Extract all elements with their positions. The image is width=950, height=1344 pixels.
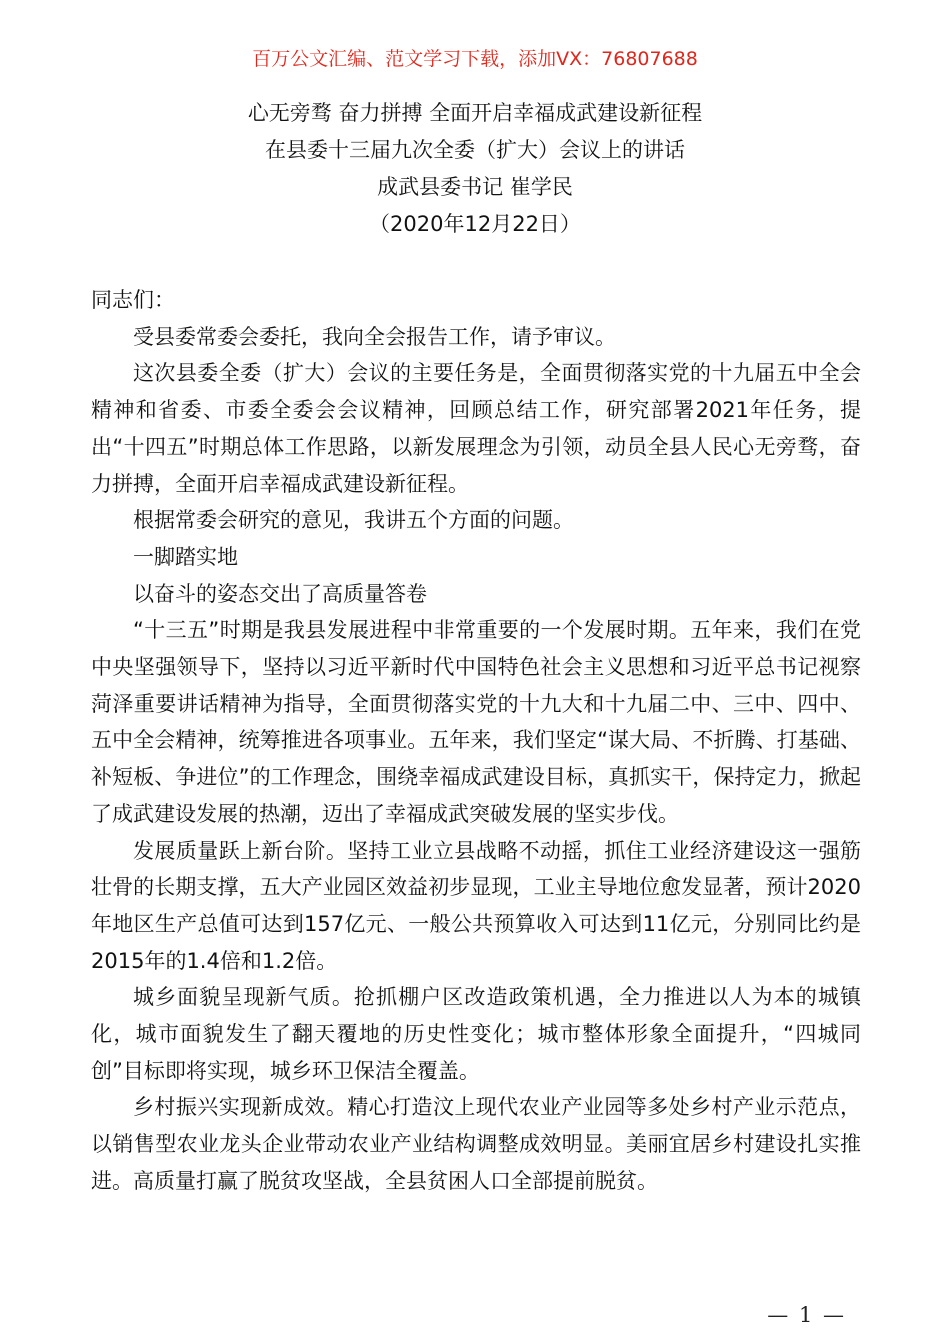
speech-date: （2020年12月22日） [369,212,581,236]
section-heading: 一脚踏实地 [133,544,238,569]
paragraph: 城乡面貌呈现新气质。抢抓棚户区改造政策机遇，全力推进以人为本的城镇化，城市面貌发生了翻天覆地的历史性变化；城市整体形象全面提升，“四城同创”目标即将实现，城乡环卫保洁全覆盖。 [91,985,861,1083]
section-subheading: 以奋斗的姿态交出了高质量答卷 [133,581,427,606]
paragraph: 发展质量跃上新台阶。坚持工业立县战略不动摇，抓住工业经济建设这一强筋壮骨的长期支撑，五大产业园区效益初步显现，工业主导地位愈发显著，预计2020年地区生产总值可达到157亿元、一般公共预算收入可达到11亿元，分别同比约是2015年的1.4倍和1.2倍。 [91,838,861,973]
speech-header [0,95,950,243]
paragraph: 这次县委全委（扩大）会议的主要任务是，全面贯彻落实党的十九届五中全会精神和省委、市委全委会会议精神，回顾总结工作，研究部署2021年任务，提出“十四五”时期总体工作思路，以新发展理念为引领，动员全县人民心无旁骛，奋力拼搏，全面开启幸福成武建设新征程。 [91,361,861,496]
speech-body [91,282,861,1200]
speech-subtitle: 在县委十三届九次全委（扩大）会议上的讲话 [265,138,685,162]
paragraph: “十三五”时期是我县发展进程中非常重要的一个发展时期。五年来，我们在党中央坚强领导下，坚持以习近平新时代中国特色社会主义思想和习近平总书记视察菏泽重要讲话精神为指导，全面贯彻落实党的十九大和十九届二中、三中、四中、五中全会精神，统筹推进各项事业。五年来，我们坚定“谋大局、不折腾、打基础、补短板、争进位”的工作理念，围绕幸福成武建设目标，真抓实干，保持定力，掀起了成武建设发展的热潮，迈出了幸福成武突破发展的坚实步伐。 [91,618,861,826]
paragraph: 根据常委会研究的意见，我讲五个方面的问题。 [133,508,574,533]
speech-title: 心无旁骛 奋力拼搏 全面开启幸福成武建设新征程 [247,101,703,125]
paragraph: 乡村振兴实现新成效。精心打造汶上现代农业产业园等多处乡村产业示范点，以销售型农业龙头企业带动农业产业结构调整成效明显。美丽宜居乡村建设扎实推进。高质量打赢了脱贫攻坚战，全县贫困人口全部提前脱贫。 [91,1095,861,1193]
download-banner: 百万公文汇编、范文学习下载，添加VX：76807688 [252,48,698,70]
page-number: — 1 — [767,1303,846,1327]
speaker-line: 成武县委书记 崔学民 [377,175,573,199]
salutation: 同志们： [91,288,175,312]
paragraph: 受县委常委会委托，我向全会报告工作，请予审议。 [133,324,616,349]
